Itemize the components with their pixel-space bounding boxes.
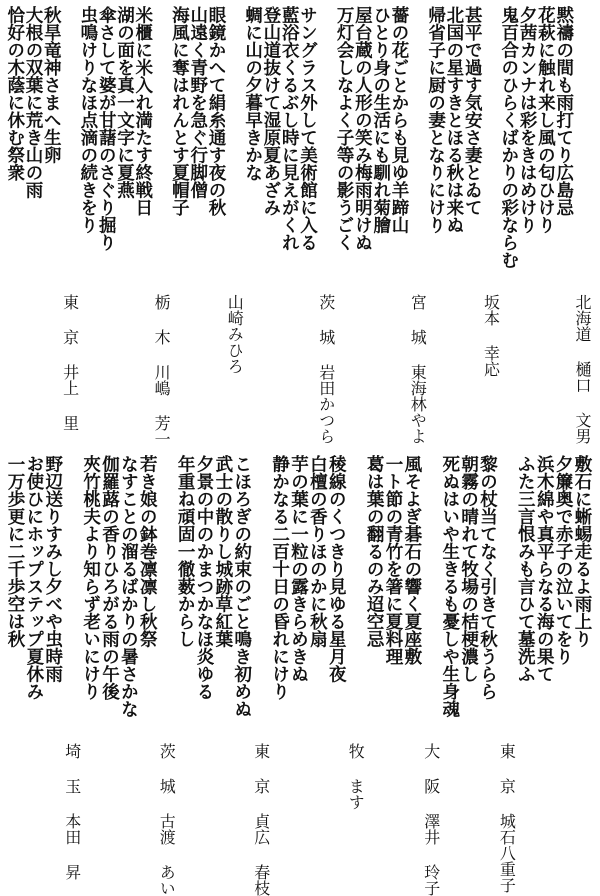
poem-column: 山遠く青野を急ぐ行脚僧 [187,6,208,199]
poem-column: 眼鏡かへて絹糸通す夜の秋 [206,6,226,216]
poem-column: 伽羅蕗の香りひろがる雨の午後 [99,455,120,700]
poem-column: 一ト節の青竹を箸に夏料理 [383,455,403,665]
poem-column: 恰好の木蔭に休む祭衆 [4,6,25,181]
poem-column: 傘さして婆が甘藷のさぐり掘り [96,6,117,251]
author-column: 栃 木 川嶋 芳一 [152,294,172,447]
poem-column: 野辺送りすみし夕べや虫時雨 [42,455,63,683]
poem-column: ひとり身の生活にも馴れ菊膾 [370,6,391,234]
poem-column: 一万歩更に二千歩空は秋 [5,455,25,648]
author-column: 東 京 城石八重子 [497,743,517,893]
author-column: 東 京 貞広 春枝 [251,743,271,896]
poem-column: 葛は葉の翻るのみ迢空忌 [364,455,385,648]
poem-column: 黙禱の間も雨打てり広島忌 [553,6,574,216]
author-column: 大 阪 澤井 玲子 [421,743,441,896]
poem-column: 浜木綿や真平らなる海の果て [534,455,555,683]
poem-column: 海風に奪はれんとす夏帽子 [169,6,190,216]
poem-column: 夕景の中のかまつかなほ炎ゆる [194,455,214,700]
poem-column: こほろぎの約束のごと鳴き初めぬ [231,455,252,718]
poem-column: 夕簾奥で赤子の泣いてをり [553,455,574,665]
poem-column: 北国の星すきとほる秋は来ぬ [443,6,464,234]
author-column: 坂本 幸応 [481,294,501,377]
poem-column: 薔の花ごとからも見ゆ羊蹄山 [389,6,409,234]
poem-column: 米櫃に米入れ満たす終戦日 [132,6,153,216]
author-column: 宮 城 東海林やよ [408,294,428,444]
poem-column: 湖の面を真一文字に夏燕 [114,6,135,199]
poem-column: 万灯会しなよく子等の影うごく [334,6,355,251]
poem-column: 死ぬはいや生きるも憂しや生身魂 [439,455,460,718]
author-column: 山崎みひろ [225,294,245,374]
poem-column: 秋旱竜神さまへ生卵 [41,6,62,164]
poem-column: 虫鳴けりなほ点滴の続きをり [77,6,98,234]
poem-column: 武士の散りし城跡草紅葉 [212,455,233,648]
poem-column: お使ひにホップステップ夏休み [23,455,44,700]
poem-column: 若き娘の鉢巻凛凛し秋祭 [137,455,158,648]
poem-column: 朝霧の晴れて牧場の桔梗濃し [458,455,479,683]
author-column: 埼 玉 本田 昇 [62,743,82,880]
poem-column: 風そよぎ碁石の響く夏座敷 [401,455,422,665]
poem-column: 夾竹桃夫より知らず老いにけり [80,455,101,700]
poem-column: 黎の杖当てなく引きて秋うらら [477,455,498,700]
poem-column: 夕茜カンナは彩をきはめけり [517,6,538,234]
poem-column: サングラス外して美術館に入る [297,6,318,251]
poem-column: ふた三言恨みも言ひて墓洗ふ [515,455,536,683]
author-column: 牧 ます [346,743,366,810]
poem-column: 登山道抜けて湿原夏あざみ [260,6,281,216]
poem-column: 敷石に蜥蜴走るよ雨上り [572,455,592,648]
top-block [0,6,600,447]
poem-column: 大根の双葉に荒き山の雨 [23,6,43,199]
poem-column: 帰省子に厨の妻となりにけり [425,6,446,234]
poem-column: 花萩に触れ来し風の匂ひけり [535,6,556,234]
poem-column: 鬼百合のひらくばかりの彩ならむ [498,6,519,269]
author-column: 北海道 樋口 文男 [573,294,592,444]
author-column: 東 京 井上 里 [60,294,80,431]
poem-column: 白檀の香りほのかに秋扇 [307,455,328,648]
poem-column: 稜線のくつきり見ゆる星月夜 [326,455,347,683]
poem-column: なすことの溜るばかりの暑さかな [118,455,139,718]
author-column: 茨 城 古渡 あい [157,743,177,896]
poem-column: 静かなる二百十日の昏れにけり [269,455,290,700]
bottom-block [0,455,600,896]
poem-column: 年重ね頑固一徹薮からし [175,455,196,648]
poem-column: 藍浴衣くるぶし時に見えがくれ [279,6,300,251]
poem-column: 屋台蔵の人形の笑み梅雨明けぬ [352,6,373,251]
poem-column: 蜩に山の夕暮早きかな [242,6,263,181]
poem-column: 甚平で過す気安さ妻とゐて [462,6,483,216]
author-column: 茨 城 岩田かつら [316,294,336,444]
poem-column: 芋の葉に一粒の露きらめきぬ [288,455,309,683]
